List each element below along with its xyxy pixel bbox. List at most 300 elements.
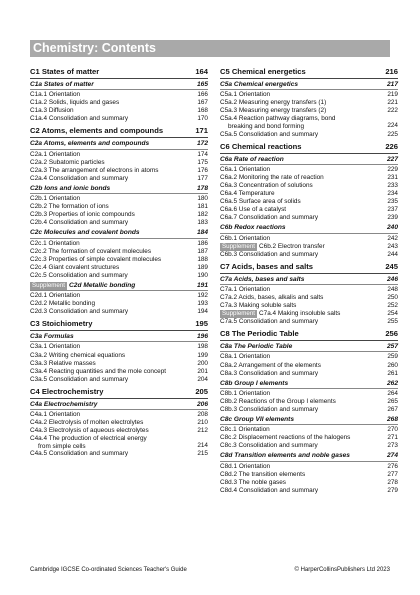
page-number: 271 (387, 434, 398, 442)
contents-entry (30, 419, 208, 427)
chapter-heading (220, 142, 398, 154)
page-number: 231 (387, 173, 398, 181)
contents-entry-text: C2b.4 Consolidation and summary (30, 219, 129, 227)
page-number: 204 (197, 375, 208, 383)
topic-heading-title (220, 452, 384, 460)
contents-entry-title (220, 166, 384, 174)
chapter-heading-text: C4 Electrochemistry (30, 386, 104, 396)
page-number: 221 (387, 99, 398, 107)
chapter-heading-text: C3 Stoichiometry (30, 319, 93, 329)
contents-entry (220, 302, 398, 310)
page-number: 214 (197, 442, 208, 450)
contents-entry-title (30, 352, 194, 360)
contents-entry-title (30, 167, 194, 175)
contents-entry-title (30, 264, 194, 272)
contents-entry-title (220, 286, 384, 294)
topic-heading-title (220, 224, 384, 232)
contents-entry (220, 434, 398, 442)
page-number: 183 (197, 219, 208, 227)
page-number: 192 (197, 292, 208, 300)
chapter-heading-text: C6 Chemical reactions (220, 141, 302, 151)
contents-entry-title (220, 318, 384, 326)
contents-entry-text: C8d.2 The transition elements (220, 470, 306, 478)
page-number: 201 (197, 367, 208, 375)
contents-entry-text: C8a.3 Consolidation and summary (220, 369, 319, 377)
page-number: 242 (387, 234, 398, 242)
contents-entry-title (30, 368, 194, 376)
footer-left: Cambridge IGCSE Co-ordinated Sciences Teacher's Guide (30, 567, 187, 573)
contents-entry (220, 198, 398, 206)
contents-entry-title (220, 426, 384, 434)
contents-entry-text: C8d.1 Orientation (220, 462, 271, 470)
contents-entry (220, 294, 398, 302)
contents-entry-title (220, 302, 384, 310)
contents-entry-title (30, 419, 194, 427)
contents-entry-text: C3a.1 Orientation (30, 343, 81, 351)
contents-entry-title (30, 151, 194, 159)
contents-entry-title (30, 376, 194, 384)
contents-entry-text: C2c.4 Giant covalent structures (30, 263, 120, 271)
footer (30, 567, 390, 573)
contents-entry-title (220, 390, 384, 398)
contents-entry-text: C2b.1 Orientation (30, 195, 81, 203)
contents-entry-title (30, 107, 194, 115)
page-number: 166 (197, 91, 208, 99)
topic-heading (220, 380, 398, 389)
contents-entry-text: C7a.3 Making soluble salts (220, 302, 297, 310)
contents-entry-text: C8b.2 Reactions of the Group I elements (220, 397, 336, 405)
topic-heading-title (30, 229, 194, 237)
page-number: 187 (197, 247, 208, 255)
topic-heading (220, 343, 398, 352)
contents-entry-title (220, 479, 384, 487)
contents-entry (220, 206, 398, 214)
chapter-heading (30, 319, 208, 331)
page-number: 178 (196, 184, 208, 192)
contents-entry-text: C2b.3 Properties of ionic compounds (30, 211, 135, 219)
contents-entry (30, 292, 208, 300)
page-number: 177 (197, 174, 208, 182)
contents-entry-text: C5a.3 Measuring energy transfers (2) (220, 107, 327, 115)
page-number: 261 (387, 369, 398, 377)
contents-entry-text: C6b.3 Consolidation and summary (220, 250, 319, 258)
contents-entry (30, 107, 208, 115)
chapter-heading-title (220, 67, 384, 77)
contents-entry-title (220, 398, 384, 406)
contents-entry-text: C8d.4 Consolidation and summary (220, 486, 319, 494)
contents-entry-title (30, 99, 194, 107)
page-number: 273 (387, 442, 398, 450)
page-number: 188 (197, 255, 208, 263)
contents-entry-text: C8b.3 Consolidation and summary (220, 406, 319, 413)
page-number: 196 (196, 333, 208, 341)
contents-entry (30, 175, 208, 183)
contents-entry-text: C2b.2 The formation of ions (30, 203, 109, 211)
contents-entry-title (220, 471, 384, 479)
topic-heading-title (220, 343, 384, 351)
topic-heading-title (30, 140, 194, 148)
topic-heading-title (220, 276, 384, 284)
topic-heading (30, 81, 208, 90)
contents-entry-title (220, 214, 384, 222)
contents-entry (220, 318, 398, 326)
contents-entry-text: C5a.5 Consolidation and summary (220, 130, 319, 138)
page-number: 254 (387, 310, 398, 318)
contents-entry-text: C2d.3 Consolidation and summary (30, 308, 129, 316)
page-number: 190 (197, 271, 208, 279)
contents-entry (220, 398, 398, 406)
footer-right: © HarperCollinsPublishers Ltd 2023 (294, 567, 390, 573)
contents-entry (30, 450, 208, 458)
contents-entry-text: C6a.6 Use of a catalyst (220, 206, 287, 214)
page-number: 224 (387, 122, 398, 130)
contents-entry-title (30, 450, 194, 458)
topic-heading (220, 276, 398, 285)
page-number: 200 (197, 359, 208, 367)
contents-entry (220, 91, 398, 99)
chapter-heading-text: C2 Atoms, elements and compounds (30, 126, 164, 136)
contents-entry-title (220, 362, 384, 370)
contents-entry-text: C8b.1 Orientation (220, 389, 271, 397)
contents-entry-text: C1a.1 Orientation (30, 91, 81, 99)
contents-entry-title (220, 115, 384, 130)
topic-heading-title (30, 81, 194, 89)
contents-entry-text: C8a.1 Orientation (220, 353, 271, 361)
contents-entry (30, 99, 208, 107)
contents-entry (220, 174, 398, 182)
contents-entry (220, 251, 398, 259)
contents-entry-text: C2a.2 Subatomic particles (30, 158, 105, 166)
page-number: 174 (197, 150, 208, 158)
contents-entry-title (30, 272, 194, 280)
topic-heading-text: C2a Atoms, elements and compounds (30, 140, 150, 148)
contents-entry (30, 300, 208, 308)
page-number: 276 (387, 462, 398, 470)
contents-entry (30, 435, 208, 450)
contents-entry-title (220, 131, 384, 139)
topic-heading (30, 333, 208, 342)
contents-entry-text-continued: from simple cells (38, 442, 86, 450)
contents-entry (30, 195, 208, 203)
contents-entry-title (30, 211, 194, 219)
chapter-heading-text: C7 Acids, bases and salts (220, 261, 313, 271)
contents-entry-text: C4a.1 Orientation (30, 411, 81, 418)
topic-heading-title (220, 380, 384, 388)
contents-entry (30, 376, 208, 384)
contents-entry-title (220, 182, 384, 190)
topic-heading-text: C2c Molecules and covalent bonds (30, 229, 140, 237)
topic-heading (30, 140, 208, 149)
chapter-heading-title (30, 387, 194, 397)
contents-entry-text: C2d.2 Metallic bonding (30, 300, 96, 308)
page-number: 270 (387, 426, 398, 434)
contents-entry-title (220, 434, 384, 442)
contents-entry (220, 235, 398, 243)
contents-entry (220, 190, 398, 198)
contents-entry-title (220, 174, 384, 182)
contents-entry-text: C1a.3 Diffusion (30, 107, 74, 115)
page-number: 172 (196, 140, 208, 148)
contents-entry-text: C5a.2 Measuring energy transfers (1) (220, 99, 327, 107)
page-number: 262 (386, 379, 398, 387)
page-number: 217 (386, 81, 398, 88)
page-number: 170 (197, 115, 208, 123)
contents-entry-text: C6a.7 Consolidation and summary (220, 214, 319, 222)
page-number: 216 (385, 67, 398, 76)
page-number: 265 (387, 397, 398, 405)
contents-entry-text: C2c.1 Orientation (30, 239, 80, 247)
contents-entry (220, 214, 398, 222)
contents-entry-text: C6a.3 Concentration of solutions (220, 181, 313, 189)
page-number: 248 (387, 285, 398, 293)
page-number: 199 (197, 351, 208, 359)
contents-entry (30, 264, 208, 272)
contents-entry-text: C6a.1 Orientation (220, 165, 271, 173)
contents-entry-text: C2c.3 Properties of simple covalent molecules (30, 255, 162, 263)
topic-heading-text: C6a Rate of reaction (220, 155, 284, 163)
contents-entry (220, 99, 398, 107)
page-number: 252 (387, 302, 398, 310)
contents-entry (220, 426, 398, 434)
page-number: 206 (196, 400, 208, 408)
contents-entry (220, 362, 398, 370)
contents-entry (220, 243, 398, 251)
topic-heading (220, 156, 398, 165)
topic-heading-text: C8d Transition elements and noble gases (220, 452, 350, 460)
page-number: 186 (197, 239, 208, 247)
contents-entry-text: C3a.4 Reacting quantities and the mole concept (30, 367, 167, 375)
contents-entry (220, 107, 398, 115)
contents-entry-title (220, 442, 384, 450)
page-number: 227 (386, 155, 398, 163)
page-number: 167 (197, 99, 208, 107)
topic-heading-text: C7a Acids, bases and salts (220, 275, 305, 283)
topic-heading-text: C2b Ions and ionic bonds (30, 184, 111, 192)
page-number: 219 (387, 91, 398, 99)
contents-entry-title (30, 360, 194, 368)
contents-entry (220, 479, 398, 487)
contents-entry (30, 151, 208, 159)
contents-entry-title (30, 300, 194, 308)
contents-entry-title (30, 343, 194, 351)
contents-entry-text: C8d.3 The noble gases (220, 478, 286, 486)
page-number: 250 (387, 293, 398, 301)
contents-entry (220, 406, 398, 414)
contents-entry (30, 167, 208, 175)
page-number: 245 (385, 261, 398, 271)
page-number: 235 (387, 198, 398, 206)
page-number: 234 (387, 190, 398, 198)
contents-entry (30, 308, 208, 316)
contents-entry (30, 343, 208, 351)
page-number: 212 (197, 427, 208, 435)
page-number: 278 (387, 478, 398, 486)
page-number: 176 (197, 166, 208, 174)
topic-heading-title (220, 416, 384, 424)
page-number: 255 (387, 318, 398, 326)
page-number: 181 (197, 203, 208, 211)
contents-entry-title (30, 175, 194, 183)
contents-entry-title (220, 198, 384, 206)
chapter-heading-title (30, 319, 194, 329)
contents-entry-text: C6a.5 Surface area of solids (220, 198, 301, 206)
page-title: Chemistry: Contents (30, 40, 390, 57)
contents-entry-title (220, 91, 384, 99)
contents-entry-text: C4a.3 Electrolysis of aqueous electrolytes (30, 427, 149, 435)
contents-entry-title (30, 292, 194, 300)
topic-heading (220, 81, 398, 90)
contents-entry-text: C3a.2 Writing chemical equations (30, 351, 126, 359)
page-number: 259 (387, 353, 398, 361)
contents-entry-text: C6a.2 Monitoring the rate of reaction (220, 173, 324, 181)
contents-entry-text: C7a.4 Making insoluble salts (259, 310, 341, 318)
contents-entry-text: C2a.1 Orientation (30, 150, 81, 158)
contents-entry-title (30, 427, 194, 435)
page-number: 243 (387, 242, 398, 250)
contents-entry-title (30, 203, 194, 211)
chapter-heading-title (30, 67, 194, 77)
page-number: 165 (196, 81, 208, 88)
page-number: 198 (197, 343, 208, 351)
page-number: 237 (387, 206, 398, 214)
contents-entry (220, 442, 398, 450)
chapter-heading-text: C1 States of matter (30, 67, 100, 76)
contents-entry (30, 427, 208, 435)
page-number: 225 (387, 130, 398, 138)
page-number: 210 (197, 419, 208, 427)
page-number: 274 (386, 452, 398, 460)
page-number: 168 (197, 107, 208, 115)
contents-entry (220, 166, 398, 174)
chapter-heading (30, 67, 208, 79)
contents-entry-text: C7a.1 Orientation (220, 285, 271, 293)
contents-entry-text: C3a.3 Relative masses (30, 359, 96, 367)
topic-heading-title (30, 333, 194, 341)
topic-heading-text: C2d Metallic bonding (69, 281, 136, 289)
page-number: 260 (387, 361, 398, 369)
contents-entry (30, 352, 208, 360)
contents-entry (30, 91, 208, 99)
contents-entry (220, 115, 398, 130)
contents-entry-title (220, 353, 384, 361)
contents-entry (220, 463, 398, 471)
contents-entry-text: C6a.4 Temperature (220, 190, 275, 198)
contents-entry-title (30, 308, 194, 316)
contents-entry-text: C7a.5 Consolidation and summary (220, 318, 319, 326)
page-number: 277 (387, 470, 398, 478)
contents-entry (30, 360, 208, 368)
topic-heading-text: C3a Formulas (30, 333, 74, 341)
page-number: 264 (387, 389, 398, 397)
contents-entry-title (30, 248, 194, 256)
contents-entry (220, 310, 398, 318)
contents-entry-title (220, 487, 384, 495)
page-number: 215 (197, 450, 208, 458)
contents-entry-text: C8a.2 Arrangement of the elements (220, 361, 321, 369)
chapter-heading (30, 126, 208, 138)
page-number: 195 (195, 319, 208, 329)
topic-heading-title (220, 81, 384, 89)
contents-entry (30, 256, 208, 264)
contents-entry-title (220, 294, 384, 302)
page-number: 246 (386, 275, 398, 283)
page-number: 244 (387, 250, 398, 258)
contents-entry (30, 272, 208, 280)
contents-entry-title (220, 99, 384, 107)
page-number: 175 (197, 158, 208, 166)
chapter-heading-title (220, 329, 384, 339)
contents-entry-text: C2c.5 Consolidation and summary (30, 271, 128, 279)
contents-entry-title (220, 310, 384, 318)
contents-entry-text: C1a.2 Solids, liquids and gases (30, 99, 120, 107)
page-number: 229 (387, 165, 398, 173)
page-number: 208 (197, 411, 208, 418)
topic-heading-text: C4a Electrochemistry (30, 400, 98, 408)
topic-heading-text: C6b Redox reactions (220, 224, 286, 232)
contents-entry (220, 370, 398, 378)
left-column (30, 67, 208, 459)
topic-heading-title (220, 156, 384, 164)
contents-entry (30, 411, 208, 419)
supplement-badge: Supplement (32, 281, 66, 289)
page-number: 268 (386, 416, 398, 424)
supplement-badge: Supplement (222, 310, 256, 318)
topic-heading (30, 185, 208, 194)
contents-entry-text: C5a.4 Reaction pathway diagrams, bond (220, 115, 336, 123)
contents-entry-title (30, 91, 194, 99)
contents-entry (30, 203, 208, 211)
contents-entry (220, 390, 398, 398)
contents-entry-title (30, 195, 194, 203)
topic-heading-text: C8a The Periodic Table (220, 343, 293, 351)
chapter-heading-title (220, 262, 384, 272)
contents-entry-title (30, 219, 194, 227)
page-number: 239 (387, 214, 398, 222)
topic-heading (30, 282, 208, 291)
contents-entry-text: C3a.5 Consolidation and summary (30, 375, 129, 383)
contents-entry-title (220, 243, 384, 251)
topic-heading-text: C5a Chemical energetics (220, 81, 299, 88)
contents-entry-text: C7a.2 Acids, bases, alkalis and salts (220, 293, 324, 301)
page-number: 180 (197, 195, 208, 203)
right-column (220, 67, 398, 495)
topic-heading-title (30, 282, 194, 290)
topic-heading (30, 401, 208, 410)
contents-entry (220, 286, 398, 294)
contents-entry-title (220, 463, 384, 471)
page-number: 256 (385, 329, 398, 339)
chapter-heading-title (30, 126, 194, 136)
page-number: 257 (386, 343, 398, 351)
chapter-heading-text: C8 The Periodic Table (220, 329, 299, 339)
contents-entry-text: C5a.1 Orientation (220, 91, 271, 99)
contents-entry-text: C6b.2 Electron transfer (259, 242, 325, 250)
page-number: 171 (195, 126, 208, 136)
contents-entry-title (30, 159, 194, 167)
contents-entry (220, 131, 398, 139)
topic-heading-text: C8c Group VII elements (220, 416, 295, 424)
contents-entry-title (30, 411, 194, 419)
page-number: 267 (387, 406, 398, 413)
contents-entry-text-continued: breaking and bond forming (228, 122, 305, 130)
contents-entry-title (30, 435, 194, 450)
page-number: 222 (387, 107, 398, 115)
contents-entry-text: C2d.1 Orientation (30, 292, 81, 300)
topic-heading-text: C1a States of matter (30, 81, 94, 88)
page-number: 226 (385, 141, 398, 151)
contents-entry (30, 115, 208, 123)
contents-entry-text: C4a.4 The production of electrical energy (30, 435, 147, 443)
